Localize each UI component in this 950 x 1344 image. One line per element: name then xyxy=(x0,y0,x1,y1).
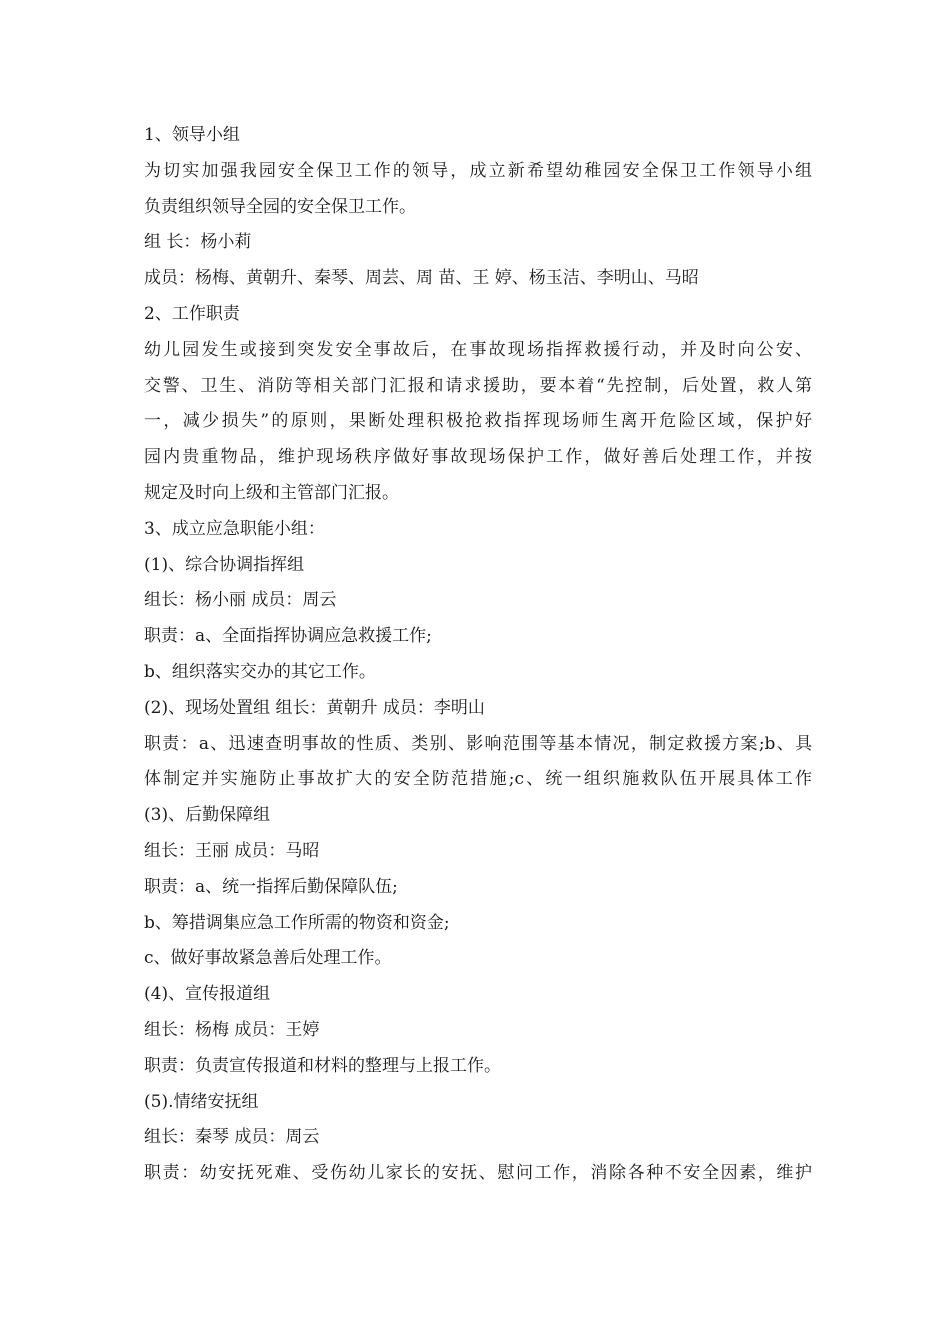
paragraph-line: 为切实加强我园安全保卫工作的领导，成立新希望幼稚园安全保卫工作领导小组 xyxy=(144,160,812,181)
section-heading-duties: 2、工作职责 xyxy=(144,303,240,324)
group-duty-line: 职责：a、统一指挥后勤保障队伍; xyxy=(144,876,398,897)
group-duty-line: 职责：幼安抚死难、受伤幼儿家长的安抚、慰问工作，消除各种不安全因素，维护 xyxy=(144,1163,812,1184)
leader-line: 组 长：杨小莉 xyxy=(144,232,252,253)
group-duty-line: b、组织落实交办的其它工作。 xyxy=(144,661,376,682)
group-duty-line: 职责：a、迅速查明事故的性质、类别、影响范围等基本情况，制定救援方案;b、具 xyxy=(144,733,812,754)
document-body xyxy=(144,118,812,1192)
paragraph-line: 幼儿园发生或接到突发安全事故后，在事故现场指挥救援行动，并及时向公安、 xyxy=(144,339,812,360)
group-leader-line: 组长：杨小丽 成员：周云 xyxy=(144,590,337,611)
group-duty-line: 体制定并实施防止事故扩大的安全防范措施;c、统一组织施救队伍开展具体工作 xyxy=(144,769,812,790)
members-line: 成员：杨梅、黄朝升、秦琴、周芸、周 苗、王 婷、杨玉洁、李明山、马昭 xyxy=(144,268,699,289)
group-duty-line: c、做好事故紧急善后处理工作。 xyxy=(144,948,392,969)
group-leader-line: 组长：秦琴 成员：周云 xyxy=(144,1127,320,1148)
group-heading: (2)、现场处置组 组长：黄朝升 成员：李明山 xyxy=(144,697,485,718)
group-leader-line: 组长：杨梅 成员：王婷 xyxy=(144,1019,320,1040)
group-leader-line: 组长：王丽 成员：马昭 xyxy=(144,840,320,861)
section-heading-groups: 3、成立应急职能小组： xyxy=(144,518,325,539)
paragraph-line: 交警、卫生、消防等相关部门汇报和请求援助，要本着“先控制，后处置，救人第 xyxy=(144,375,812,396)
group-duty-line: 职责：负责宣传报道和材料的整理与上报工作。 xyxy=(144,1055,501,1076)
group-duty-line: 职责：a、全面指挥协调应急救援工作; xyxy=(144,626,432,647)
paragraph-line: 一，减少损失”的原则，果断处理积极抢救指挥现场师生离开危险区域，保护好 xyxy=(144,411,812,432)
group-heading: (1)、综合协调指挥组 xyxy=(144,554,305,575)
group-heading: (3)、后勤保障组 xyxy=(144,805,271,826)
paragraph-line: 规定及时向上级和主管部门汇报。 xyxy=(144,482,399,503)
paragraph-line: 负责组织领导全园的安全保卫工作。 xyxy=(144,196,416,217)
group-heading: (4)、宣传报道组 xyxy=(144,984,271,1005)
group-heading: (5).情绪安抚组 xyxy=(144,1091,259,1112)
group-duty-line: b、筹措调集应急工作所需的物资和资金; xyxy=(144,912,450,933)
section-heading-leadership: 1、领导小组 xyxy=(144,125,240,145)
paragraph-line: 园内贵重物品，维护现场秩序做好事故现场保护工作，做好善后处理工作，并按 xyxy=(144,447,812,468)
